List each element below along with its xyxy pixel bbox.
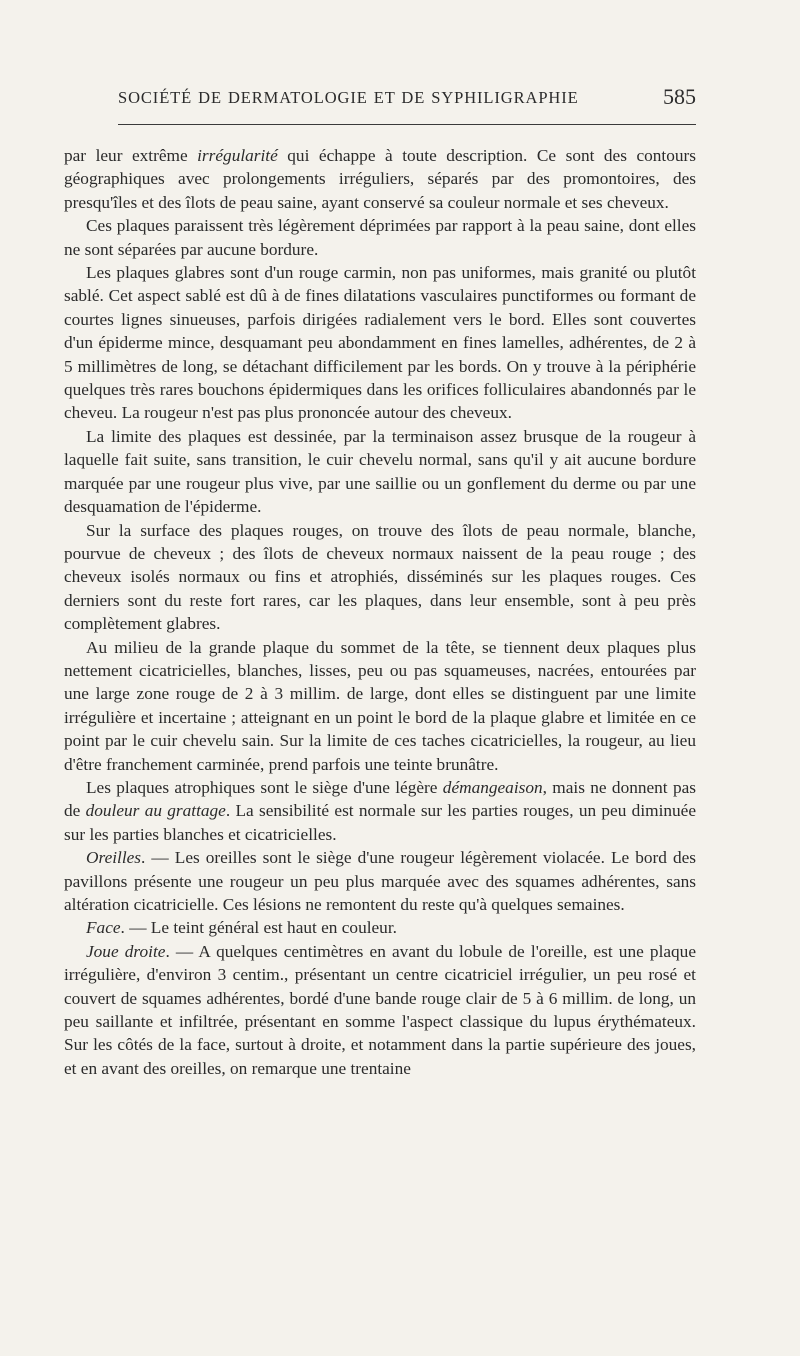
emphasis: démangeaison xyxy=(442,777,543,797)
section-heading: Face xyxy=(86,918,121,938)
emphasis: irrégularité xyxy=(197,146,278,165)
running-head xyxy=(118,84,696,114)
paragraph-joue-droite: Joue droite. — A quelques centimètres en avant du lobule de l'oreille, est une plaque irrégulière, d'environ 3 centim., présentant un centre cicatriciel irrégulier, un peu rosé et couvert de squames adhérentes, bordé d'une bande rouge clair de 5 à 6 millim. de long, un peu saillante et infiltrée, présentant en somme l'aspect classique du lupus érythémateux. Sur les côtés de la face, surtout à droite, et notamment dans la partie supérieure des joues, et en avant des oreilles, on remarque une trentaine xyxy=(64,941,696,1078)
paragraph-7: Les plaques atrophiques sont le siège d'une légère démangeaison, mais ne donnent pas de douleur au grattage. La sensibilité est normale sur les parties rouges, un peu diminuée sur les parties blanches et cicatricielles. xyxy=(64,777,696,844)
paragraph-6: Au milieu de la grande plaque du sommet de la tête, se tiennent deux plaques plus nettement cicatricielles, blanches, lisses, peu ou pas squameuses, nacrées, entourées par une large zone rouge de 2 à 3 millim. de large, dont elles se distinguent par une limite irrégulière et incertaine ; atteignant en un point le bord de la plaque glabre et limitée en ce point par le cuir chevelu sain. Sur la limite de ces taches cicatricielles, la rougeur, au lieu d'être franchement carminée, prend parfois une teinte brunâtre. xyxy=(64,637,696,774)
section-heading: Joue droite xyxy=(86,941,166,961)
paragraph-face: Face. — Le teint général est haut en couleur. xyxy=(86,918,397,938)
emphasis: douleur au grattage xyxy=(85,801,226,821)
paragraph-3: Les plaques glabres sont d'un rouge carmin, non pas uniformes, mais granité ou plutôt sablé. Cet aspect sablé est dû à de fines dilatations vasculaires punctiformes ou formant de courtes lignes sinueuses, parfois dirigées radialement vers le bord. Elles sont couvertes d'un épiderme mince, desquamant peu abondamment en fines lamelles, adhérentes, de 2 à 5 millimètres de long, se détachant difficilement par les bords. On y trouve à la périphérie quelques très rares bouchons épidermiques dans les orifices folliculaires abandonnés par le cheveu. La rougeur n'est pas plus prononcée autour des cheveux. xyxy=(64,263,696,423)
paragraph-5: Sur la surface des plaques rouges, on trouve des îlots de peau normale, blanche, pourvue de cheveux ; des îlots de cheveux normaux naissent de la peau rouge ; des cheveux isolés normaux ou fins et atrophiés, disséminés sur les plaques rouges. Ces derniers sont du reste fort rares, car les plaques, dans leur ensemble, sont à peu près complètement glabres. xyxy=(64,520,696,634)
body-text xyxy=(64,144,696,1080)
paragraph-4: La limite des plaques est dessinée, par la terminaison assez brusque de la rougeur à laquelle fait suite, sans transition, le cuir chevelu normal, sans qu'il y ait aucune bordure marquée par une rougeur plus vive, par une saillie ou un gonflement du derme ou par une desquamation de l'épiderme. xyxy=(64,426,696,517)
paragraph-1: par leur extrême irrégularité qui échappe à toute description. Ce sont des contours géographiques avec prolongements irréguliers, séparés par des promontoires, des presqu'îles et des îlots de peau saine, ayant conservé sa couleur normale et ses cheveux. xyxy=(64,146,696,212)
header-rule xyxy=(118,124,696,125)
paragraph-2: Ces plaques paraissent très légèrement déprimées par rapport à la peau saine, dont elles ne sont séparées par aucune bordure. xyxy=(64,216,696,259)
page-number: 585 xyxy=(663,84,696,109)
section-heading: Oreilles xyxy=(86,848,142,868)
running-title: SOCIÉTÉ DE DERMATOLOGIE ET DE SYPHILIGRAPHIE xyxy=(118,88,579,107)
paragraph-oreilles: Oreilles. — Les oreilles sont le siège d'une rougeur légèrement violacée. Le bord des pavillons présente une rougeur un peu plus marquée avec des squames adhérentes, sans altération cicatricielle. Ces lésions ne remontent du reste qu'à quelques semaines. xyxy=(64,848,696,914)
